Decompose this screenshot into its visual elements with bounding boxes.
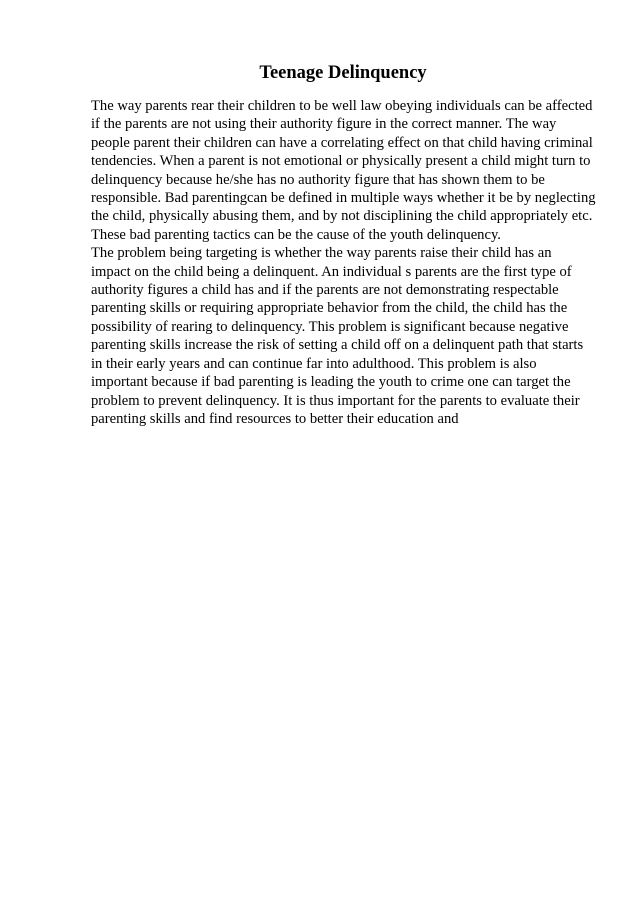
body-line: The problem being targeting is whether the way parents raise their child has an — [91, 245, 552, 262]
body-line: people parent their children can have a correlating effect on that child having criminal — [91, 134, 593, 151]
body-line: authority figures a child has and if the parents are not demonstrating respectable — [91, 282, 559, 299]
body-line: parenting skills and find resources to better their education and — [91, 410, 459, 427]
body-line: impact on the child being a delinquent. An individual s parents are the first type of — [91, 263, 572, 280]
body-line: if the parents are not using their authority figure in the correct manner. The way — [91, 116, 557, 133]
body-line: in their early years and can continue far into adulthood. This problem is also — [91, 355, 537, 372]
body-line: problem to prevent delinquency. It is thus important for the parents to evaluate their — [91, 392, 580, 409]
body-line: parenting skills increase the risk of setting a child off on a delinquent path that starts — [91, 337, 584, 354]
body-line: possibility of rearing to delinquency. This problem is significant because negative — [91, 318, 569, 335]
body-line: responsible. Bad parentingcan be defined in multiple ways whether it be by neglecting — [91, 190, 596, 207]
body-line: parenting skills or requiring appropriate behavior from the child, the child has the — [91, 300, 568, 317]
document-body — [91, 97, 611, 428]
body-line: tendencies. When a parent is not emotional or physically present a child might turn to — [91, 153, 591, 170]
body-line: The way parents rear their children to be well law obeying individuals can be affected — [91, 98, 593, 114]
body-line: the child, physically abusing them, and by not disciplining the child appropriately etc. — [91, 208, 593, 225]
document-title: Teenage Delinquency — [259, 63, 427, 83]
body-line: important because if bad parenting is leading the youth to crime one can target the — [91, 374, 571, 391]
body-line: delinquency because he/she has no authority figure that has shown them to be — [91, 171, 545, 188]
body-line: These bad parenting tactics can be the cause of the youth delinquency. — [91, 226, 501, 243]
